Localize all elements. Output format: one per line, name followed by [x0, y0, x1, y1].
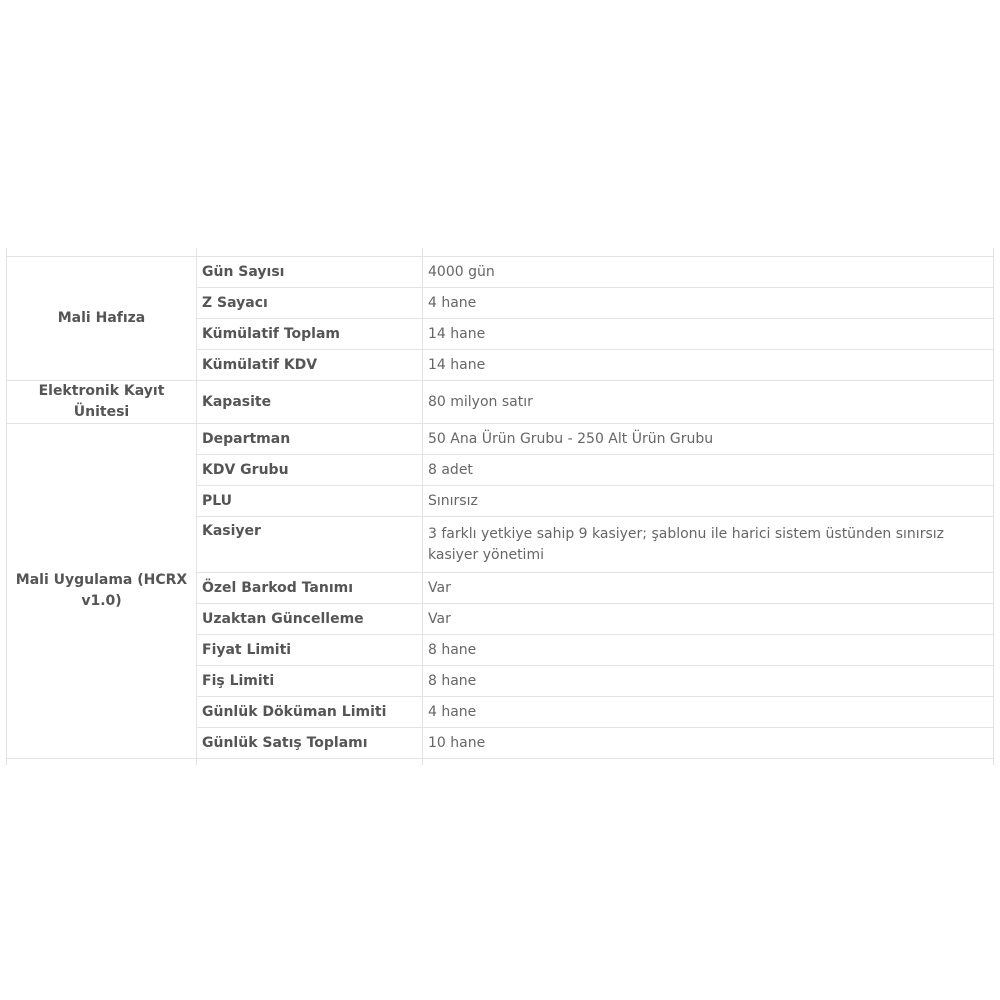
row-value: 8 hane [423, 635, 994, 666]
row-value: 8 hane [423, 666, 994, 697]
row-label: Özel Barkod Tanımı [197, 573, 423, 604]
row-value: 80 milyon satır [423, 381, 994, 424]
table-bottom-spacer [7, 759, 994, 766]
row-value: Var [423, 604, 994, 635]
row-label: Departman [197, 424, 423, 455]
row-label: Gün Sayısı [197, 257, 423, 288]
row-value: 50 Ana Ürün Grubu - 250 Alt Ürün Grubu [423, 424, 994, 455]
row-value: Var [423, 573, 994, 604]
row-label: Günlük Döküman Limiti [197, 697, 423, 728]
table-row [7, 424, 994, 455]
group-mali-uygulama: Mali Uygulama (HCRX v1.0) [7, 424, 197, 759]
row-value: 4000 gün [423, 257, 994, 288]
row-value: 10 hane [423, 728, 994, 759]
row-label: Kapasite [197, 381, 423, 424]
table-top-spacer [7, 248, 994, 257]
table-row [7, 257, 994, 288]
row-value: 14 hane [423, 319, 994, 350]
row-label: Uzaktan Güncelleme [197, 604, 423, 635]
row-label: Fiyat Limiti [197, 635, 423, 666]
row-label: Kasiyer [197, 517, 423, 573]
row-value: 4 hane [423, 697, 994, 728]
row-value: 8 adet [423, 455, 994, 486]
row-label: KDV Grubu [197, 455, 423, 486]
row-value: 4 hane [423, 288, 994, 319]
row-label: Kümülatif Toplam [197, 319, 423, 350]
row-value: Sınırsız [423, 486, 994, 517]
group-mali-hafiza: Mali Hafıza [7, 257, 197, 381]
row-label: Z Sayacı [197, 288, 423, 319]
spec-table-container [6, 248, 993, 765]
row-label: Fiş Limiti [197, 666, 423, 697]
row-label: Günlük Satış Toplamı [197, 728, 423, 759]
spec-table [6, 248, 994, 765]
row-label: Kümülatif KDV [197, 350, 423, 381]
row-value: 3 farklı yetkiye sahip 9 kasiyer; şablonu ile harici sistem üstünden sınırsız kasiyer yönetimi [423, 517, 994, 573]
group-elektronik-kayit-unitesi: Elektronik Kayıt Ünitesi [7, 381, 197, 424]
row-label: PLU [197, 486, 423, 517]
table-row [7, 381, 994, 424]
row-value: 14 hane [423, 350, 994, 381]
